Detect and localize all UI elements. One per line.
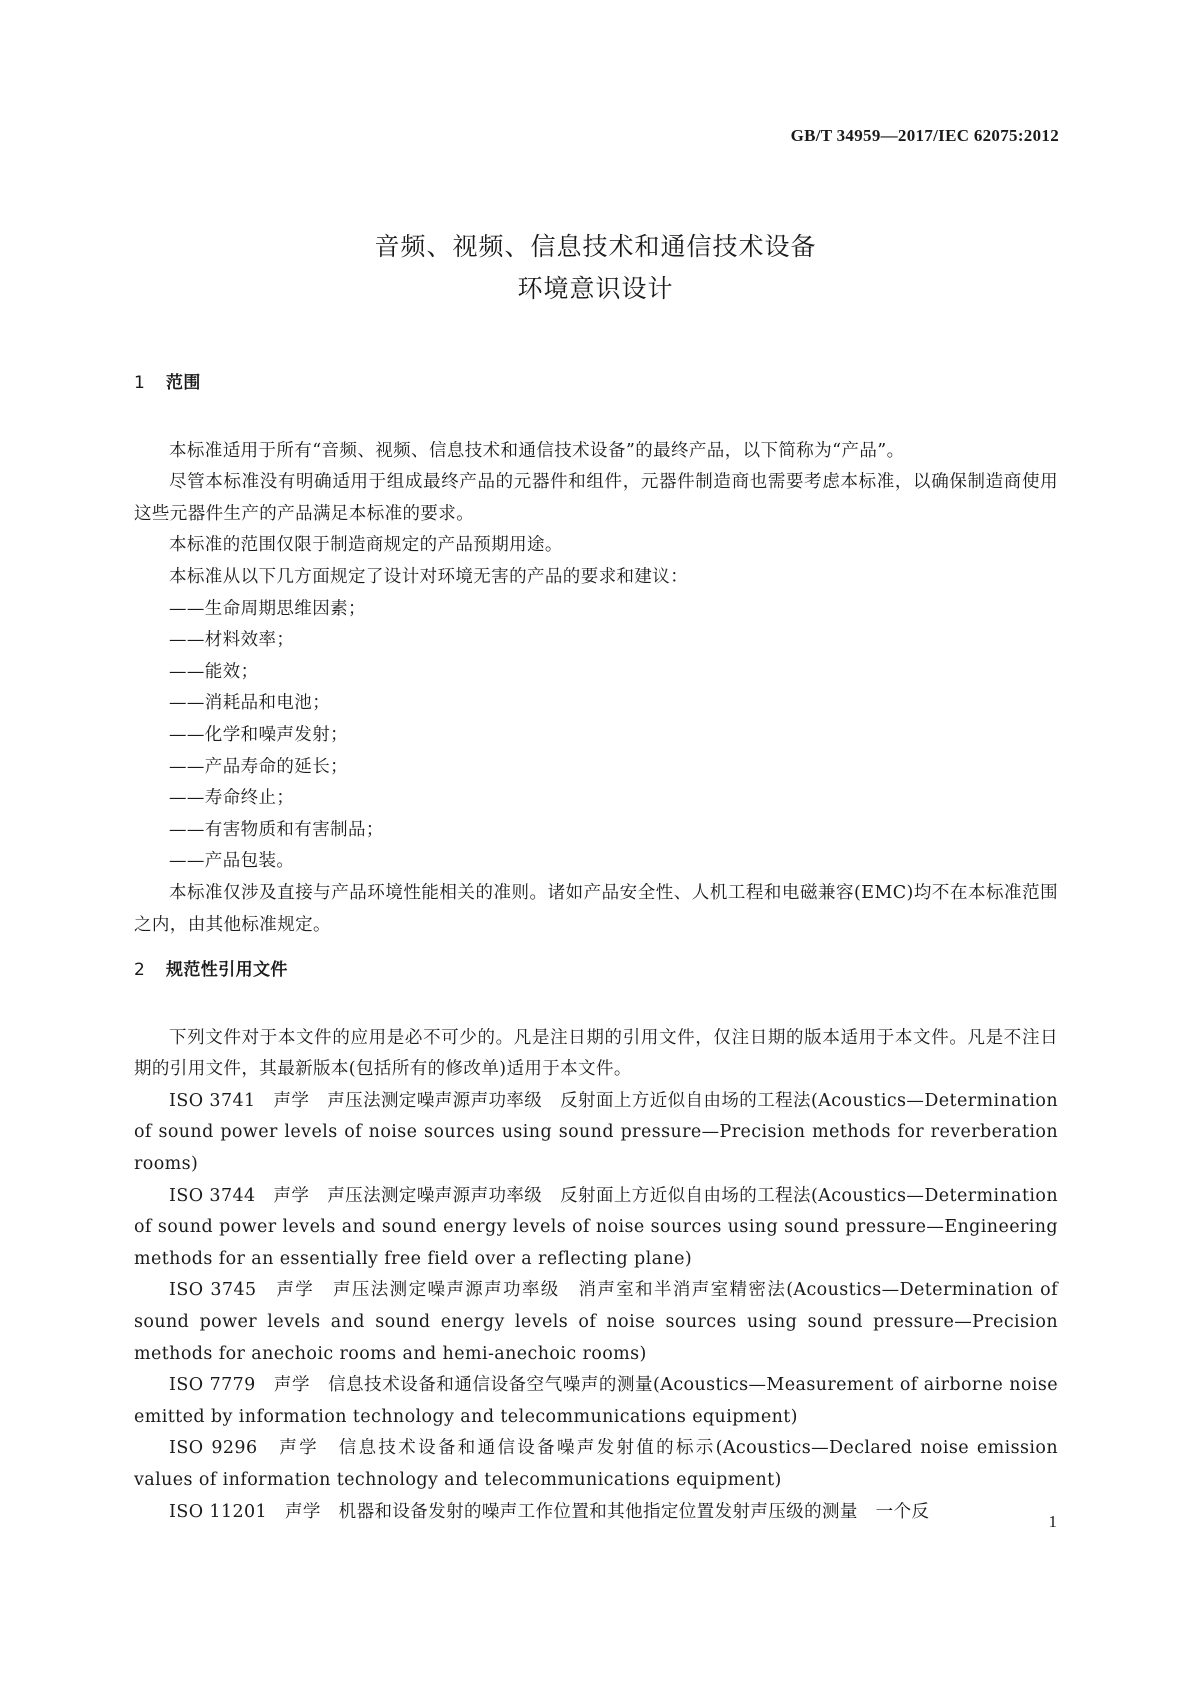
title-line-1: 音频、视频、信息技术和通信技术设备 [374,232,817,261]
reference-entry: ISO 11201 声学 机器和设备发射的噪声工作位置和其他指定位置发射声压级的测量 一个反 [169,1501,930,1522]
document-body [134,368,1058,1528]
section-2-heading [134,955,1058,987]
list-item: ——寿命终止； [169,788,295,809]
reference-entry: ISO 7779 声学 信息技术设备和通信设备空气噪声的测量(Acoustics—Measurement of airborne noise emitted by information technology and telecommunications equipment) [134,1375,1058,1427]
paragraph: 本标准仅涉及直接与产品环境性能相关的准则。诸如产品安全性、人机工程和电磁兼容(EMC)均不在本标准范围之内，由其他标准规定。 [134,882,1058,935]
standard-code: GB/T 34959—2017/IEC 62075:2012 [790,126,1059,145]
paragraph: 本标准的范围仅限于制造商规定的产品预期用途。 [169,535,563,556]
list-item: ——有害物质和有害制品； [169,819,384,840]
list-item: ——生命周期思维因素； [169,598,366,619]
section-number: 2 [134,960,146,981]
title-line-2: 环境意识设计 [517,274,674,303]
list-item: ——消耗品和电池； [169,693,331,714]
reference-entry: ISO 3741 声学 声压法测定噪声源声功率级 反射面上方近似自由场的工程法(Acoustics—Determination of sound power levels of noise sources using sound pressure—Precision methods for reverberation rooms) [134,1090,1058,1175]
paragraph: 本标准适用于所有“音频、视频、信息技术和通信技术设备”的最终产品，以下简称为“产品”。 [169,440,905,461]
list-item: ——产品包装。 [169,851,295,872]
paragraph: 尽管本标准没有明确适用于组成最终产品的元器件和组件，元器件制造商也需要考虑本标准，以确保制造商使用这些元器件生产的产品满足本标准的要求。 [134,472,1058,524]
list-item: ——化学和噪声发射； [169,724,348,745]
document-title [0,226,1191,310]
list-item: ——材料效率； [169,630,295,651]
list-item: ——产品寿命的延长； [169,756,348,777]
section-number: 1 [134,373,146,393]
paragraph: 下列文件对于本文件的应用是必不可少的。凡是注日期的引用文件，仅注日期的版本适用于本文件。凡是不注日期的引用文件，其最新版本(包括所有的修改单)适用于本文件。 [134,1027,1058,1080]
section-title: 范围 [166,373,201,393]
list-item: ——能效； [169,661,259,682]
section-1-heading [134,368,1058,400]
page-number: 1 [1048,1512,1057,1531]
section-title: 规范性引用文件 [166,960,288,981]
reference-entry: ISO 3744 声学 声压法测定噪声源声功率级 反射面上方近似自由场的工程法(Acoustics—Determination of sound power levels and sound energy levels of noise sources using sound pressure—Engineering methods for an essentially free field over a reflecting plane) [134,1185,1058,1269]
paragraph: 本标准从以下几方面规定了设计对环境无害的产品的要求和建议： [169,566,689,587]
reference-entry: ISO 9296 声学 信息技术设备和通信设备噪声发射值的标示(Acoustics—Declared noise emission values of information technology and telecommunications equipment) [134,1438,1058,1490]
reference-entry: ISO 3745 声学 声压法测定噪声源声功率级 消声室和半消声室精密法(Acoustics—Determination of sound power levels and sound energy levels of noise sources using sound pressure—Precision methods for anechoic rooms and hemi-anechoic rooms) [134,1280,1058,1364]
